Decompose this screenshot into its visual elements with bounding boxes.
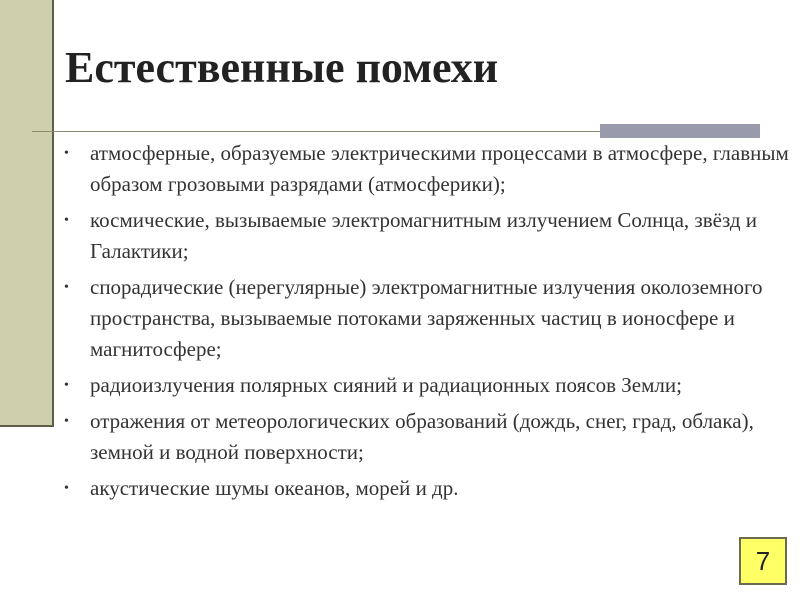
side-decoration-band bbox=[0, 0, 53, 427]
bullet-dot-icon: • bbox=[64, 378, 69, 393]
bullet-dot-icon: • bbox=[64, 414, 69, 429]
bullet-text: спорадические (нерегулярные) электромагнитные излучения околоземного пространства, вызываемые потоками заряженных частиц в ионосфере и магнитосфере; bbox=[90, 275, 763, 361]
bullet-text: атмосферные, образуемые электрическими процессами в атмосфере, главным образом грозовыми разрядами (атмосферики); bbox=[90, 141, 789, 196]
bullet-dot-icon: • bbox=[64, 280, 69, 295]
bullet-dot-icon: • bbox=[64, 213, 69, 228]
bullet-text: радиоизлучения полярных сияний и радиационных поясов Земли; bbox=[90, 373, 682, 397]
bullet-item bbox=[60, 205, 790, 267]
bullet-text: акустические шумы океанов, морей и др. bbox=[90, 476, 459, 500]
bullet-text: космические, вызываемые электромагнитным излучением Солнца, звёзд и Галактики; bbox=[90, 208, 758, 263]
bullet-item bbox=[60, 272, 790, 365]
bullet-item bbox=[60, 138, 790, 200]
title-accent-bar bbox=[600, 124, 760, 138]
bullet-dot-icon: • bbox=[64, 146, 69, 161]
bullet-dot-icon: • bbox=[64, 481, 69, 496]
side-decoration-bottom-line bbox=[0, 425, 53, 427]
page-number-badge: 7 bbox=[739, 537, 787, 585]
bullet-list bbox=[60, 138, 790, 509]
bullet-item bbox=[60, 406, 790, 468]
bullet-item bbox=[60, 370, 790, 401]
bullet-text: отражения от метеорологических образований (дождь, снег, град, облака), земной и водной поверхности; bbox=[90, 409, 754, 464]
slide-title: Естественные помехи bbox=[65, 43, 499, 92]
side-decoration-line bbox=[52, 0, 54, 427]
bullet-item bbox=[60, 473, 790, 504]
